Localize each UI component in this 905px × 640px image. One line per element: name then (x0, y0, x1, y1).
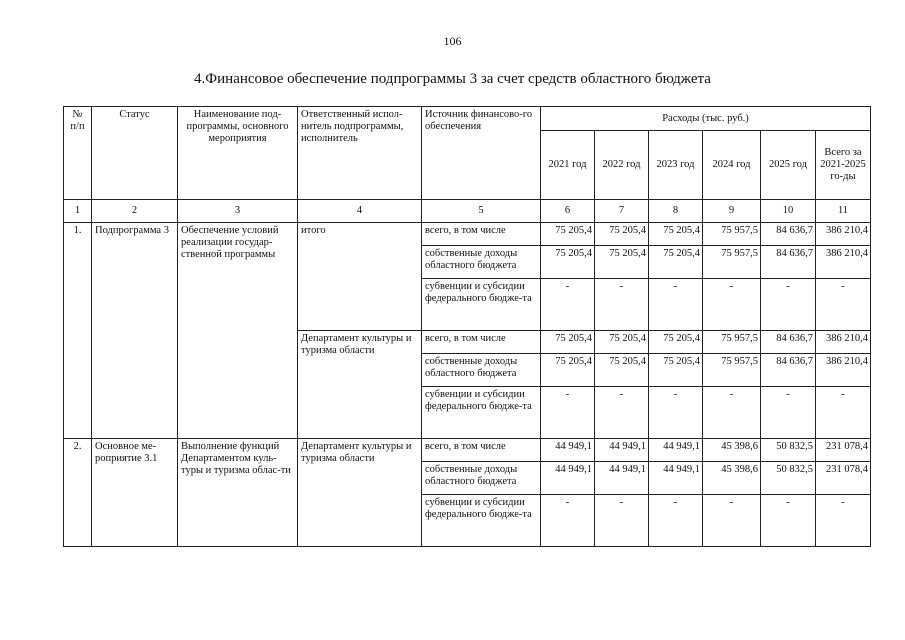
expense-value: 44 949,1 (595, 439, 649, 462)
header-expenses: Расходы (тыс. руб.) (541, 107, 871, 131)
expense-value: 84 636,7 (761, 354, 816, 387)
column-number: 5 (422, 200, 541, 223)
expense-value: 386 210,4 (816, 223, 871, 246)
expense-value: 386 210,4 (816, 354, 871, 387)
expense-value: 75 957,5 (703, 223, 761, 246)
expense-value: 44 949,1 (649, 439, 703, 462)
expense-value: 84 636,7 (761, 223, 816, 246)
expense-value: - (816, 495, 871, 547)
row-source: всего, в том числе (422, 331, 541, 354)
column-number: 7 (595, 200, 649, 223)
column-number: 11 (816, 200, 871, 223)
row-number: 2. (64, 439, 92, 547)
column-number: 3 (178, 200, 298, 223)
expense-value: 75 205,4 (595, 331, 649, 354)
column-number: 8 (649, 200, 703, 223)
header-executor: Ответственный испол-нитель подпрограммы, исполнитель (298, 107, 422, 200)
expense-value: 44 949,1 (541, 439, 595, 462)
row-program-name: Обеспечение условий реализации государ-ственной программы (178, 223, 298, 439)
finance-table (63, 106, 871, 547)
expense-value: - (595, 495, 649, 547)
column-number: 4 (298, 200, 422, 223)
row-executor: Департамент культуры и туризма области (298, 439, 422, 547)
row-program-name: Выполнение функций Департаментом куль-туры и туризма облас-ти (178, 439, 298, 547)
column-number: 1 (64, 200, 92, 223)
expense-value: 75 205,4 (649, 223, 703, 246)
expense-value: - (703, 387, 761, 439)
row-source: собственные доходы областного бюджета (422, 354, 541, 387)
expense-value: 75 205,4 (595, 246, 649, 279)
expense-value: 75 957,5 (703, 354, 761, 387)
expense-value: 50 832,5 (761, 439, 816, 462)
expense-value: 231 078,4 (816, 462, 871, 495)
expense-value: - (541, 387, 595, 439)
expense-value: - (816, 279, 871, 331)
header-year: 2021 год (541, 131, 595, 200)
expense-value: - (541, 279, 595, 331)
row-source: всего, в том числе (422, 223, 541, 246)
row-status: Подпрограмма 3 (92, 223, 178, 439)
header-year: Всего за 2021-2025 го-ды (816, 131, 871, 200)
expense-value: 75 205,4 (595, 223, 649, 246)
expense-value: - (816, 387, 871, 439)
row-status: Основное ме-роприятие 3.1 (92, 439, 178, 547)
expense-value: 45 398,6 (703, 462, 761, 495)
expense-value: 45 398,6 (703, 439, 761, 462)
expense-value: - (703, 279, 761, 331)
expense-value: 386 210,4 (816, 331, 871, 354)
header-year: 2022 год (595, 131, 649, 200)
header-source: Источник финансово-го обеспечения (422, 107, 541, 200)
column-number: 10 (761, 200, 816, 223)
expense-value: 84 636,7 (761, 246, 816, 279)
expense-value: - (761, 279, 816, 331)
expense-value: 75 957,5 (703, 331, 761, 354)
header-num: № п/п (64, 107, 92, 200)
header-year: 2024 год (703, 131, 761, 200)
column-number: 2 (92, 200, 178, 223)
page-number: 106 (443, 34, 462, 48)
expense-value: 75 205,4 (541, 331, 595, 354)
header-name: Наименование под-программы, основного мероприятия (178, 107, 298, 200)
row-source: собственные доходы областного бюджета (422, 462, 541, 495)
row-executor: Департамент культуры и туризма области (298, 331, 422, 439)
expense-value: - (649, 279, 703, 331)
header-year: 2023 год (649, 131, 703, 200)
expense-value: - (649, 387, 703, 439)
expense-value: 75 205,4 (541, 354, 595, 387)
row-source: субвенции и субсидии федерального бюдже-та (422, 387, 541, 439)
column-number: 6 (541, 200, 595, 223)
expense-value: 75 205,4 (541, 223, 595, 246)
expense-value: 44 949,1 (541, 462, 595, 495)
expense-value: 75 205,4 (649, 354, 703, 387)
row-source: всего, в том числе (422, 439, 541, 462)
expense-value: - (541, 495, 595, 547)
expense-value: - (595, 279, 649, 331)
expense-value: 50 832,5 (761, 462, 816, 495)
expense-value: - (595, 387, 649, 439)
expense-value: 231 078,4 (816, 439, 871, 462)
expense-value: - (761, 387, 816, 439)
table-row (64, 223, 871, 246)
row-source: субвенции и субсидии федерального бюдже-та (422, 495, 541, 547)
row-source: собственные доходы областного бюджета (422, 246, 541, 279)
expense-value: 75 205,4 (595, 354, 649, 387)
expense-value: 75 205,4 (649, 246, 703, 279)
expense-value: 44 949,1 (595, 462, 649, 495)
expense-value: 75 205,4 (649, 331, 703, 354)
expense-value: - (703, 495, 761, 547)
column-number: 9 (703, 200, 761, 223)
row-source: субвенции и субсидии федерального бюдже-та (422, 279, 541, 331)
table-row (64, 439, 871, 462)
expense-value: 84 636,7 (761, 331, 816, 354)
header-status: Статус (92, 107, 178, 200)
header-year: 2025 год (761, 131, 816, 200)
expense-value: - (761, 495, 816, 547)
expense-value: 75 205,4 (541, 246, 595, 279)
expense-value: 386 210,4 (816, 246, 871, 279)
expense-value: 44 949,1 (649, 462, 703, 495)
expense-value: - (649, 495, 703, 547)
page-title: 4.Финансовое обеспечение подпрограммы 3 за счет средств областного бюджета (194, 71, 711, 87)
row-executor: итого (298, 223, 422, 331)
expense-value: 75 957,5 (703, 246, 761, 279)
row-number: 1. (64, 223, 92, 439)
